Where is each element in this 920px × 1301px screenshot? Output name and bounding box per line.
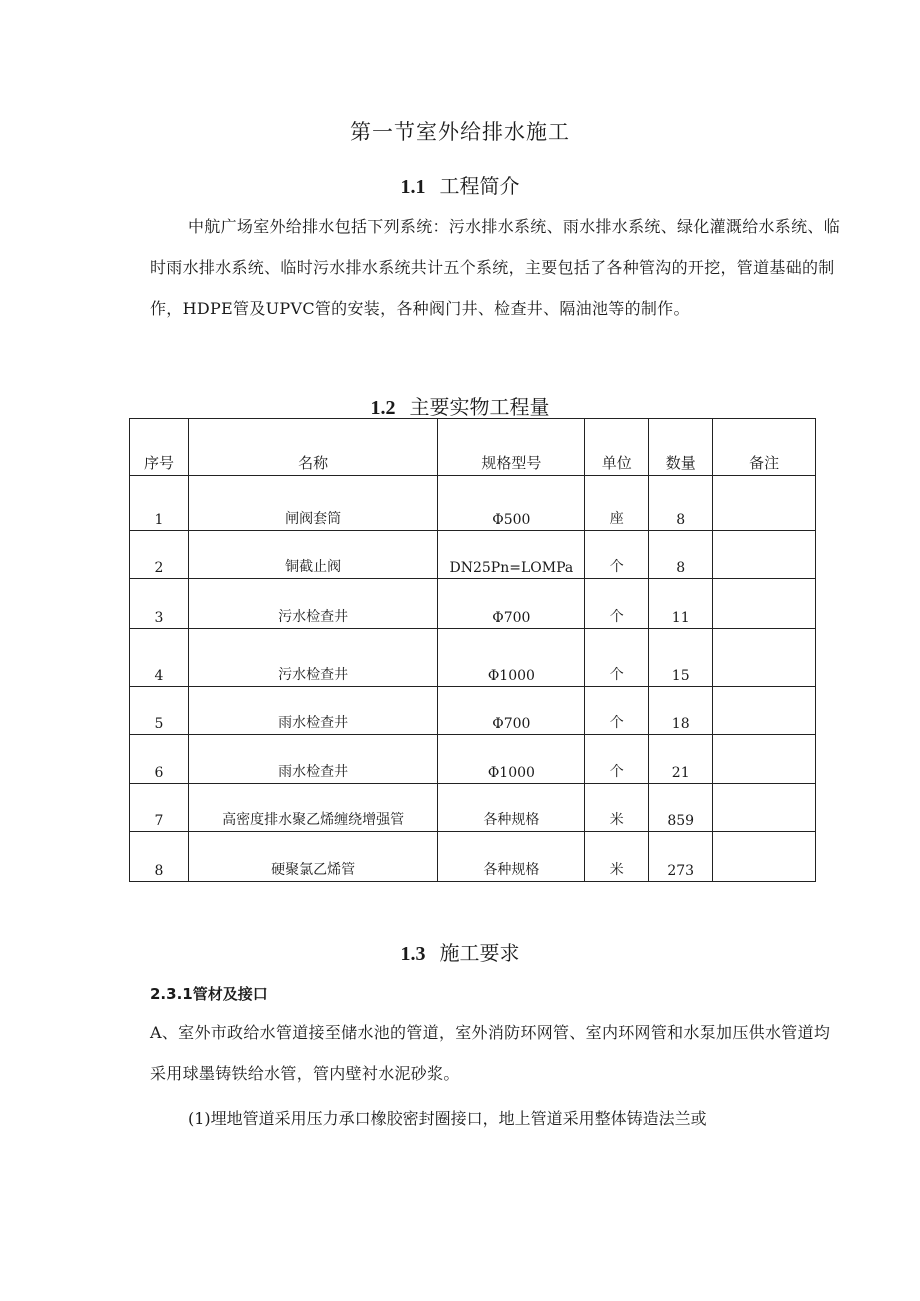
section-heading-1-1 xyxy=(0,170,920,199)
cell-spec: Φ500 xyxy=(438,476,585,531)
cell-unit: 米 xyxy=(585,832,649,882)
cell-spec: Φ1000 xyxy=(438,735,585,784)
cell-name: 污水检查井 xyxy=(188,579,438,629)
list-item-paragraph: (1)埋地管道采用压力承口橡胶密封圈接口，地上管道采用整体铸造法兰或 xyxy=(188,1109,707,1128)
cell-index: 7 xyxy=(130,784,189,832)
cell-remarks xyxy=(713,476,816,531)
table-row xyxy=(130,476,816,531)
table-row xyxy=(130,629,816,687)
section-number: 1.1 xyxy=(400,176,426,198)
cell-quantity: 11 xyxy=(649,579,713,629)
cell-quantity: 859 xyxy=(649,784,713,832)
col-header-remarks: 备注 xyxy=(713,419,816,476)
cell-index: 3 xyxy=(130,579,189,629)
section-heading-1-3 xyxy=(0,937,920,966)
section-title: 工程简介 xyxy=(439,174,520,198)
table-row xyxy=(130,784,816,832)
subsection-heading: 2.3.1管材及接口 xyxy=(150,985,268,1003)
cell-index: 5 xyxy=(130,687,189,735)
cell-name: 污水检查井 xyxy=(188,629,438,687)
cell-name: 闸阀套筒 xyxy=(188,476,438,531)
cell-name: 铜截止阀 xyxy=(188,531,438,579)
section-heading-1-2 xyxy=(0,391,920,420)
cell-name: 雨水检查井 xyxy=(188,687,438,735)
cell-remarks xyxy=(713,579,816,629)
cell-index: 1 xyxy=(130,476,189,531)
cell-unit: 个 xyxy=(585,687,649,735)
cell-remarks xyxy=(713,687,816,735)
cell-index: 2 xyxy=(130,531,189,579)
col-header-quantity: 数量 xyxy=(649,419,713,476)
section-title: 施工要求 xyxy=(439,941,520,965)
section-number: 1.2 xyxy=(370,397,396,419)
cell-quantity: 8 xyxy=(649,531,713,579)
cell-remarks xyxy=(713,735,816,784)
cell-quantity: 8 xyxy=(649,476,713,531)
cell-quantity: 21 xyxy=(649,735,713,784)
cell-unit: 个 xyxy=(585,579,649,629)
section-number: 1.3 xyxy=(400,943,426,965)
cell-spec: 各种规格 xyxy=(438,784,585,832)
table-row xyxy=(130,531,816,579)
cell-remarks xyxy=(713,832,816,882)
section-title: 主要实物工程量 xyxy=(409,395,550,419)
cell-remarks xyxy=(713,629,816,687)
body-paragraph: A、室外市政给水管道接至储水池的管道，室外消防环网管、室内环网管和水泵加压供水管道均采用球墨铸铁给水管，管内壁衬水泥砂浆。 xyxy=(150,1023,831,1083)
cell-unit: 个 xyxy=(585,531,649,579)
cell-unit: 个 xyxy=(585,735,649,784)
cell-spec: 各种规格 xyxy=(438,832,585,882)
cell-index: 4 xyxy=(130,629,189,687)
table-header-row xyxy=(130,419,816,476)
quantities-table xyxy=(129,418,816,882)
cell-quantity: 273 xyxy=(649,832,713,882)
table-row xyxy=(130,832,816,882)
col-header-spec: 规格型号 xyxy=(438,419,585,476)
cell-unit: 座 xyxy=(585,476,649,531)
col-header-unit: 单位 xyxy=(585,419,649,476)
table-row xyxy=(130,579,816,629)
cell-name: 高密度排水聚乙烯缠绕增强管 xyxy=(188,784,438,832)
cell-quantity: 18 xyxy=(649,687,713,735)
cell-index: 8 xyxy=(130,832,189,882)
table-row xyxy=(130,687,816,735)
cell-unit: 米 xyxy=(585,784,649,832)
cell-name: 硬聚氯乙烯管 xyxy=(188,832,438,882)
cell-name: 雨水检查井 xyxy=(188,735,438,784)
cell-spec: Φ700 xyxy=(438,579,585,629)
col-header-index: 序号 xyxy=(130,419,189,476)
table-row xyxy=(130,735,816,784)
cell-remarks xyxy=(713,531,816,579)
cell-spec: DN25Pn=LOMPa xyxy=(438,531,585,579)
cell-unit: 个 xyxy=(585,629,649,687)
cell-spec: Φ700 xyxy=(438,687,585,735)
cell-quantity: 15 xyxy=(649,629,713,687)
intro-paragraph: 中航广场室外给排水包括下列系统：污水排水系统、雨水排水系统、绿化灌溉给水系统、临时雨水排水系统、临时污水排水系统共计五个系统，主要包括了各种管沟的开挖，管道基础的制作，HDPE管及UPVC管的安装，各种阀门井、检查井、隔油池等的制作。 xyxy=(150,217,841,318)
col-header-name: 名称 xyxy=(188,419,438,476)
cell-remarks xyxy=(713,784,816,832)
page-title: 第一节室外给排水施工 xyxy=(350,120,570,144)
cell-spec: Φ1000 xyxy=(438,629,585,687)
cell-index: 6 xyxy=(130,735,189,784)
